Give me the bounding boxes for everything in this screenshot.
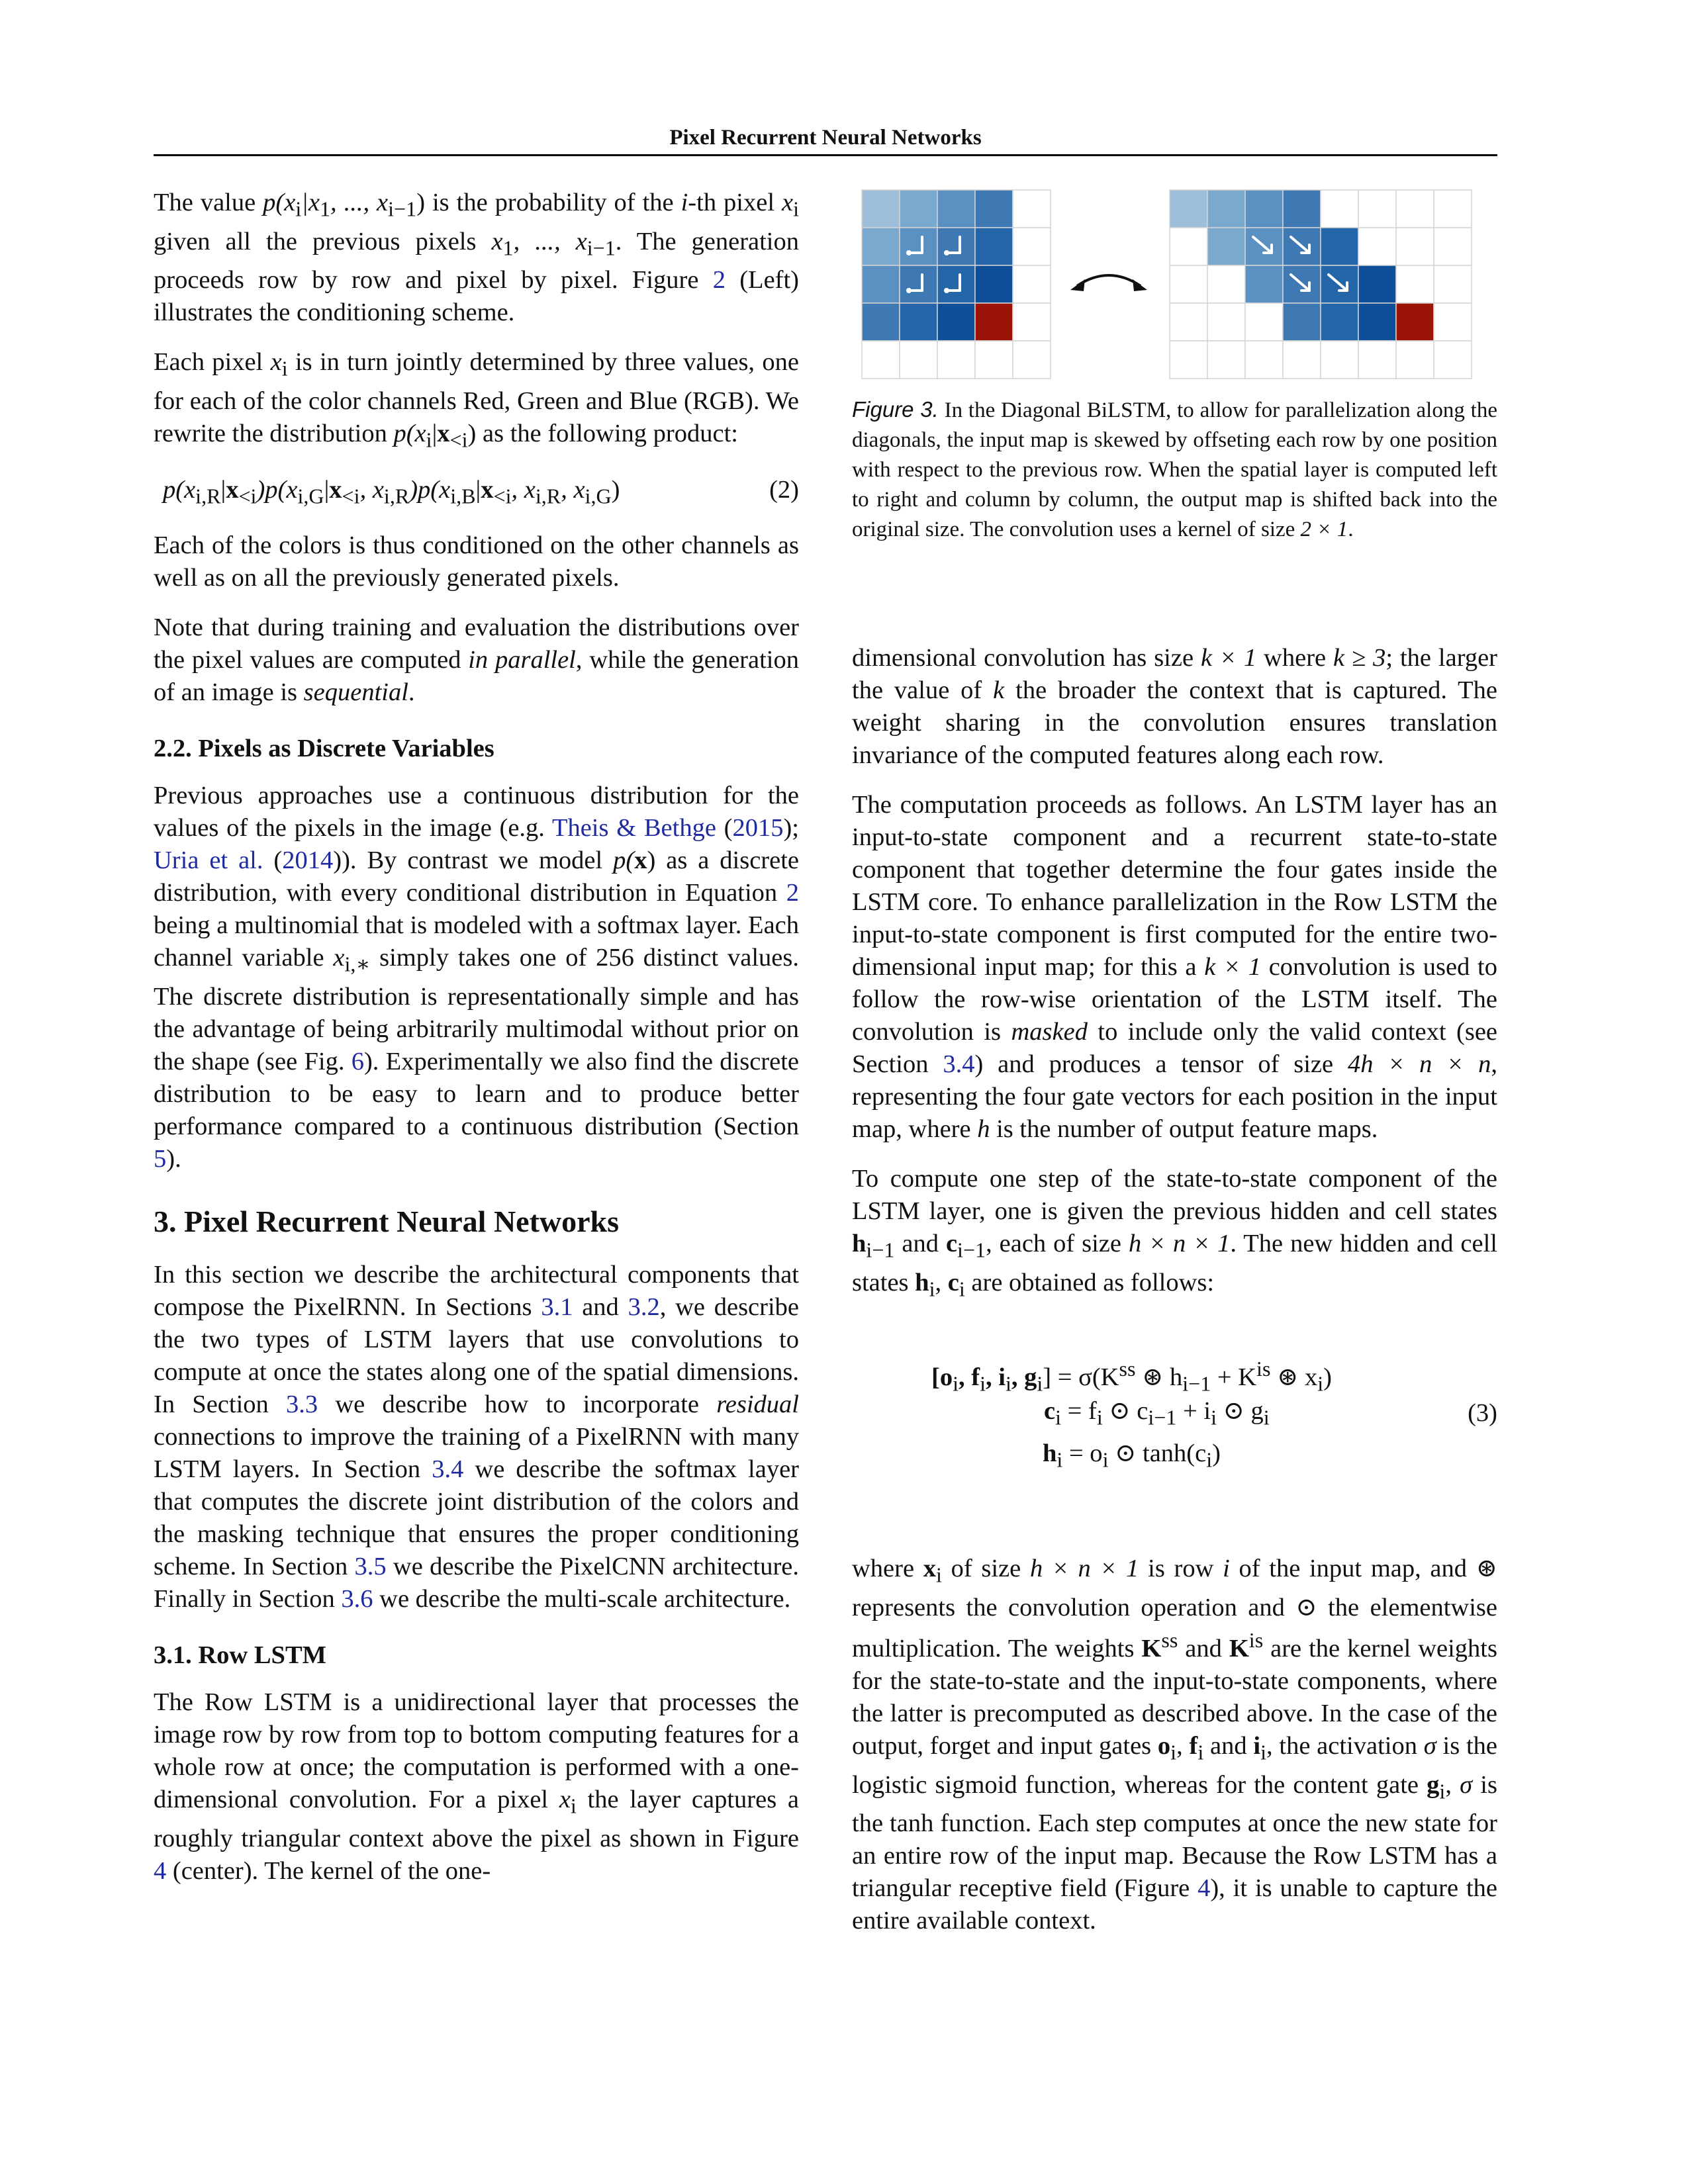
right-column — [852, 642, 1497, 1954]
grid-cell — [862, 228, 900, 265]
grid-cell — [1358, 341, 1396, 379]
section-heading-2-2: 2.2. Pixels as Discrete Variables — [154, 735, 494, 763]
figure-link[interactable]: 2 — [712, 266, 726, 295]
paragraph: where $x_i$ of size h × n × 1 is row i of the input map, and ⊛ represents the convolution operation and ⊙ the elementwise multiplication. The weights $K^{ss}$ and $K^{is}$ are the kernel weights for the state-to-state and the input-to-state components, where the latter is precomputed as described above. In the case of the output, forget and input gates $o_i$, $f_i$ and $i_i$, the activation σ is the logistic sigmoid function, whereas for the content gate $g_i$, σ is the tanh function. Each step computes at once the new state for an entire row of the input map. Because the Row LSTM has a triangular receptive field (Figure 4), it is unable to capture the entire available context. — [852, 1555, 1497, 1935]
figure-3 — [852, 187, 1497, 388]
grid-cell — [1396, 228, 1434, 265]
grid-cell — [937, 265, 975, 303]
dependency-dot — [906, 250, 912, 255]
paragraph: Note that during training and evaluation the distributions over the pixel values are computed in parallel, while the generation of an image is sequential. — [154, 614, 799, 707]
section-link[interactable]: 3.2 — [628, 1293, 660, 1322]
figure-link[interactable]: 6 — [351, 1048, 364, 1076]
section-link[interactable]: 3.4 — [943, 1050, 975, 1078]
grid-cell — [1207, 228, 1245, 265]
equation-3 — [852, 1334, 1497, 1513]
grid-cell — [1207, 265, 1245, 303]
paragraph: The Row LSTM is a unidirectional layer that processes the image row by row from top to bottom computing features for a whole row at once; the computation is performed with a one-dimensional convolution. For a pixel $x_i$ the layer captures a roughly triangular context above the pixel as shown in Figure 4 (center). The kernel of the one- — [154, 1688, 799, 1885]
equation-number: (3) — [1468, 1399, 1497, 1428]
left-column — [154, 187, 799, 1905]
double-arrow-icon — [1070, 275, 1147, 291]
grid-cell — [1283, 303, 1321, 341]
grid-cell — [1207, 341, 1245, 379]
section-link[interactable]: 3.5 — [354, 1553, 387, 1581]
grid-cell — [862, 190, 900, 228]
grid-cell — [1434, 303, 1472, 341]
grid-cell — [1207, 190, 1245, 228]
paragraph: Previous approaches use a continuous distribution for the values of the pixels in the image (e.g. Theis & Bethge (2015); Uria et al. (2014)). By contrast we model p(x) as a discrete distribution, with every conditional distribution in Equation 2 being a multinomial that is modeled with a softmax layer. Each channel variable $x_{i,∗}$ simply takes one of 256 distinct values. The discrete distribution is representationally simple and has the advantage of being arbitrarily multimodal without prior on the shape (see Fig. 6). Experimentally we also find the discrete distribution to be easy to learn and to produce better performance compared to a continuous distribution (Section 5). — [154, 782, 799, 1173]
paragraph: To compute one step of the state-to-state component of the LSTM layer, one is given the previous hidden and cell states $h_{i-1}$ and $c_{i-1}$, each of size h × n × 1. The new hidden and cell states $h_i$, $c_i$ are obtained as follows: — [852, 1165, 1497, 1301]
grid-cell — [1321, 190, 1358, 228]
grid-cell — [862, 303, 900, 341]
equation-row-hidden: $h_i = o_i$ ⊙ $\tanh(c_i)$ — [1043, 1439, 1221, 1473]
grid-cell — [975, 190, 1013, 228]
citation-link[interactable]: Uria et al. — [154, 846, 263, 875]
citation-link[interactable]: Theis & Bethge — [551, 814, 716, 842]
grid-cell — [975, 303, 1013, 341]
grid-cell — [1396, 190, 1434, 228]
dependency-dot — [906, 288, 912, 293]
section-link[interactable]: 3.4 — [432, 1455, 464, 1484]
grid-cell — [975, 228, 1013, 265]
grid-cell — [937, 303, 975, 341]
grid-cell — [1321, 228, 1358, 265]
section-link[interactable]: 3.6 — [341, 1585, 373, 1614]
dependency-dot — [944, 288, 949, 293]
figure-3-graphic — [852, 187, 1497, 385]
grid-cell — [975, 265, 1013, 303]
grid-cell — [1207, 303, 1245, 341]
grid-cell — [1358, 228, 1396, 265]
grid-cell — [975, 341, 1013, 379]
grid-cell — [1170, 303, 1207, 341]
section-link[interactable]: 3.3 — [286, 1390, 318, 1419]
paragraph: Each of the colors is thus conditioned on the other channels as well as on all the previously generated pixels. — [154, 531, 799, 592]
grid-cell — [1013, 228, 1051, 265]
grid-cell — [937, 341, 975, 379]
section-heading-3: 3. Pixel Recurrent Neural Networks — [154, 1205, 620, 1239]
grid-cell — [1013, 265, 1051, 303]
grid-cell — [1245, 341, 1283, 379]
grid-cell — [1358, 190, 1396, 228]
grid-cell — [900, 228, 937, 265]
grid-cell — [1013, 341, 1051, 379]
grid-cell — [900, 341, 937, 379]
grid-cell — [1396, 303, 1434, 341]
grid-cell — [900, 303, 937, 341]
grid-cell — [1283, 190, 1321, 228]
grid-cell — [1358, 303, 1396, 341]
grid-cell — [1321, 303, 1358, 341]
caption-label: Figure 3. — [852, 397, 939, 422]
paragraph: The value $p(x_i|x_1$, ..., $x_{i-1}$) is the probability of the i-th pixel $x_i$ given all the previous pixels $x_1$, ..., $x_{i-1}$. The generation proceeds row by row and pixel by pixel. Figure 2 (Left) illustrates the conditioning scheme. — [154, 189, 800, 327]
running-header: Pixel Recurrent Neural Networks — [154, 126, 1497, 156]
grid-cell — [1245, 190, 1283, 228]
grid-cell — [1013, 303, 1051, 341]
grid-cell — [1283, 341, 1321, 379]
skewed-input-map — [1170, 190, 1472, 379]
equation-2 — [163, 474, 799, 513]
paragraph: Each pixel $x_i$ is in turn jointly determined by three values, one for each of the color channels Red, Green and Blue (RGB). We rewrite the distribution $p(x_i|x_{<i})$ as the following product: — [154, 348, 799, 452]
grid-cell — [1396, 265, 1434, 303]
grid-cell — [862, 341, 900, 379]
grid-cell — [937, 190, 975, 228]
original-input-map — [862, 190, 1051, 379]
dependency-dot — [944, 250, 949, 255]
citation-link[interactable]: 2015 — [732, 814, 784, 842]
grid-cell — [937, 228, 975, 265]
grid-cell — [1170, 265, 1207, 303]
figure-3-caption: Figure 3. In the Diagonal BiLSTM, to allow for parallelization along the diagonals, the input map is skewed by offseting each row by one position with respect to the previous row. When the spatial layer is computed left to right and column by column, the output map is shifted back into the original size. The convolution uses a kernel of size 2 × 1. — [852, 397, 1497, 541]
grid-cell — [1245, 303, 1283, 341]
grid-cell — [1245, 265, 1283, 303]
section-heading-3-1: 3.1. Row LSTM — [154, 1641, 326, 1670]
equation-row-gates: [$o_i$, $f_i$, $i_i$, $g_i] = \sigma(K^{ss}$ ⊛ $h_{i-1} + K^{is}$ ⊛ $x_i$) — [931, 1357, 1332, 1396]
grid-cell — [1358, 265, 1396, 303]
section-link[interactable]: 5 — [154, 1145, 167, 1173]
paragraph: The computation proceeds as follows. An LSTM layer has an input-to-state component and a recurrent state-to-state component that together determine the four gates inside the LSTM core. To enhance parallelization in the Row LSTM the input-to-state component is first computed for the entire two-dimensional input map; for this a k × 1 convolution is used to follow the row-wise orientation of the LSTM itself. The convolution is masked to include only the valid context (see Section 3.4) and produces a tensor of size 4h × n × n, representing the four gate vectors for each position in the input map, where h is the number of output feature maps. — [852, 791, 1498, 1143]
paragraph: In this section we describe the architectural components that compose the PixelRNN. In Sections 3.1 and 3.2, we describe the two types of LSTM layers that use convolutions to compute at once the states along one of the spatial dimensions. In Section 3.3 we describe how to incorporate residual connections to improve the training of a PixelRNN with many LSTM layers. In Section 3.4 we describe the softmax layer that computes the discrete joint distribution of the colors and the masking technique that ensures the proper conditioning scheme. In Section 3.5 we describe the PixelCNN architecture. Finally in Section 3.6 we describe the multi-scale architecture. — [154, 1261, 799, 1614]
grid-cell — [1013, 190, 1051, 228]
grid-cell — [1170, 341, 1207, 379]
grid-cell — [1321, 341, 1358, 379]
section-link[interactable]: 3.1 — [541, 1293, 573, 1322]
grid-cell — [862, 265, 900, 303]
grid-cell — [1396, 341, 1434, 379]
equation-row-cell: $c_i = f_i$ ⊙ $c_{i-1} + i_i$ ⊙ $g_i$ — [1044, 1397, 1270, 1430]
grid-cell — [1434, 265, 1472, 303]
figure-link[interactable]: 4 — [154, 1856, 167, 1885]
grid-cell — [1434, 190, 1472, 228]
grid-cell — [900, 190, 937, 228]
grid-cell — [1434, 341, 1472, 379]
grid-cell — [1170, 190, 1207, 228]
equation-number: (2) — [769, 475, 799, 504]
grid-cell — [1434, 228, 1472, 265]
paragraph: dimensional convolution has size k × 1 where k ≥ 3; the larger the value of k the broader the context that is captured. The weight sharing in the convolution ensures translation invariance of the computed features along each row. — [852, 644, 1497, 769]
equation-link[interactable]: 2 — [786, 879, 799, 907]
equation-body: $p(x_{i,R}|x_{<i})p(x_{i,G}|x_{<i}$, $x_{i,R})p(x_{i,B}|x_{<i}$, $x_{i,R}$, $x_{i,G}$) — [163, 475, 620, 508]
grid-cell — [1170, 228, 1207, 265]
grid-cell — [900, 265, 937, 303]
citation-link[interactable]: 2014 — [282, 846, 334, 875]
figure-link[interactable]: 4 — [1197, 1874, 1211, 1903]
